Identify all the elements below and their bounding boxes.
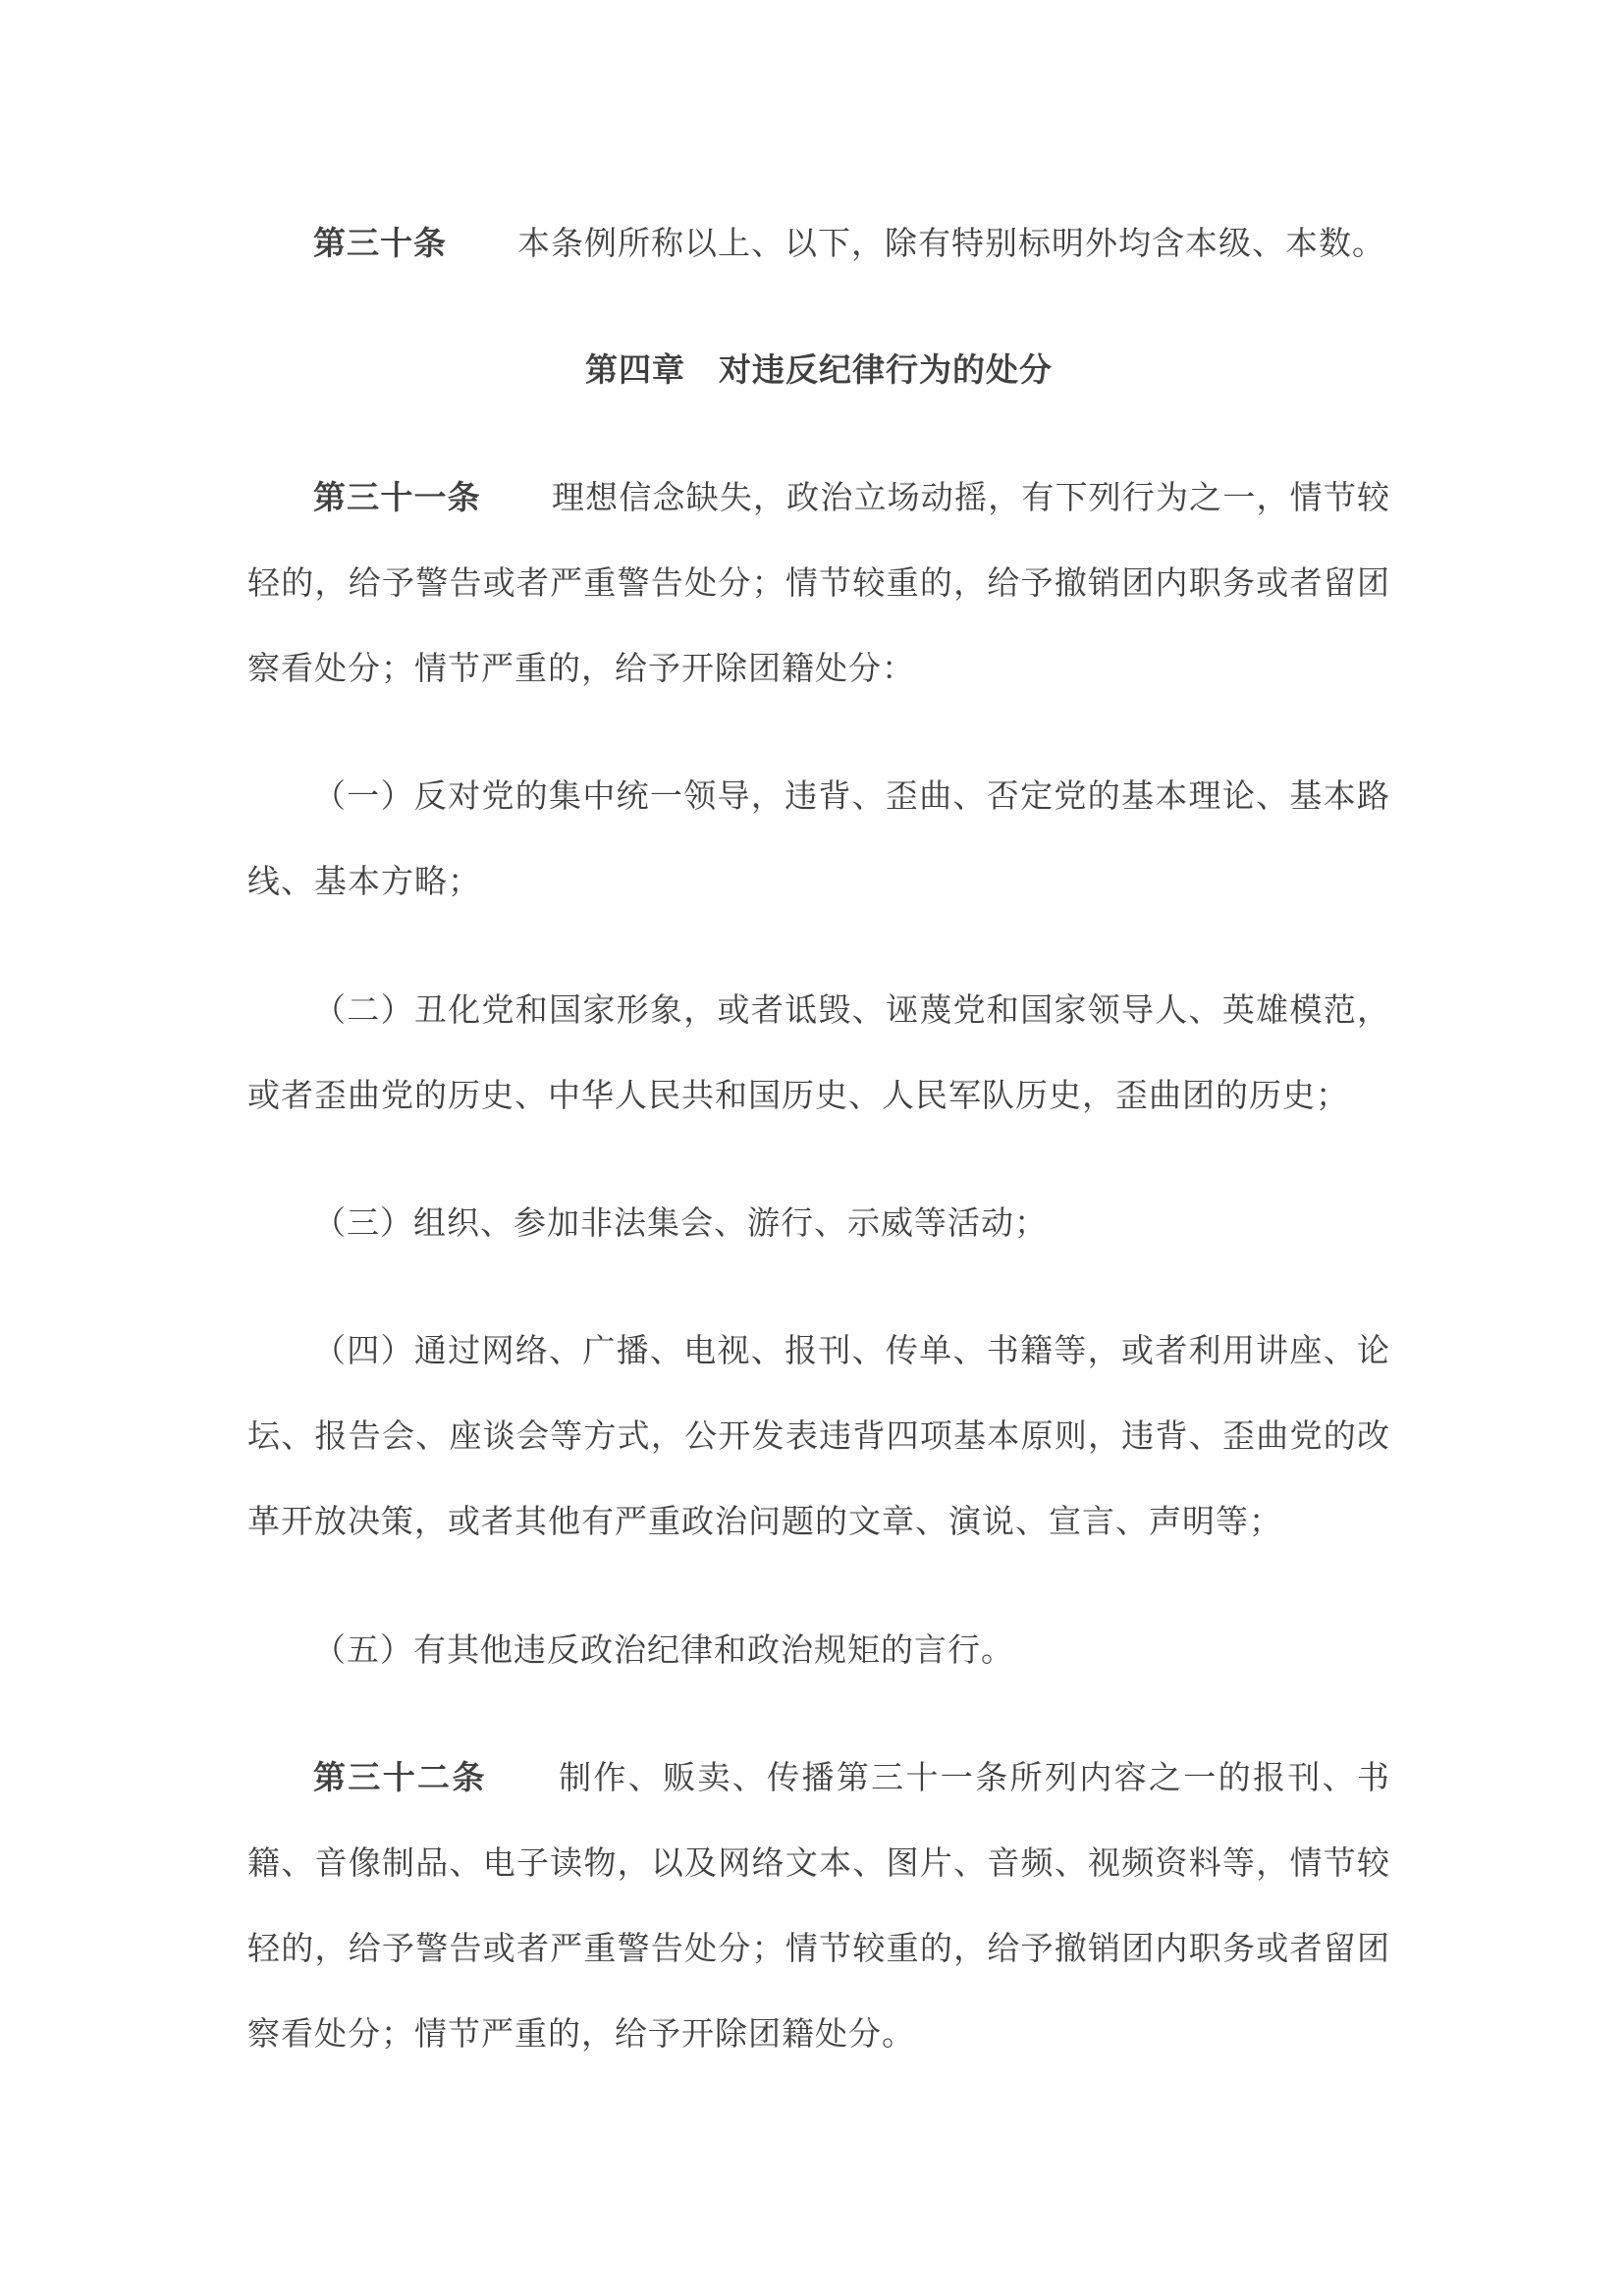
list-item-text: （四）通过网络、广播、电视、报刊、传单、书籍等，或者利用讲座、论坛、报告会、座谈会等方式，公开发表违背四项基本原则，违背、歪曲党的改革开放决策，或者其他有严重政治问题的文章、演说、宣言、声明等； bbox=[247, 1331, 1390, 1540]
article-31 bbox=[247, 454, 1390, 711]
article-text: 理想信念缺失，政治立场动摇，有下列行为之一，情节较轻的，给予警告或者严重警告处分；情节较重的，给予撤销团内职务或者留团察看处分；情节严重的，给予开除团籍处分： bbox=[247, 478, 1391, 687]
article-text: 本条例所称以上、以下，除有特别标明外均含本级、本数。 bbox=[517, 224, 1385, 262]
list-item-text: （三）组织、参加非法集会、游行、示威等活动； bbox=[313, 1203, 1048, 1242]
list-item bbox=[247, 967, 1390, 1138]
chapter-title bbox=[247, 327, 1390, 412]
article-text: 制作、贩卖、传播第三十一条所列内容之一的报刊、书籍、音像制品、电子读物，以及网络文本、图片、音频、视频资料等，情节较轻的，给予警告或者严重警告处分；情节较重的，给予撤销团内职务或者留团察看处分；情节严重的，给予开除团籍处分。 bbox=[247, 1758, 1391, 2053]
article-number: 第三十一条 bbox=[313, 478, 481, 516]
list-item-text: （一）反对党的集中统一领导，违背、歪曲、否定党的基本理论、基本路线、基本方略； bbox=[247, 776, 1390, 900]
article-30 bbox=[247, 200, 1390, 286]
article-number: 第三十二条 bbox=[313, 1758, 487, 1796]
article-paragraph bbox=[247, 454, 1390, 711]
chapter-name: 对违反纪律行为的处分 bbox=[719, 350, 1053, 389]
article-32 bbox=[247, 1735, 1390, 2076]
list-item bbox=[247, 1607, 1390, 1692]
list-item bbox=[247, 1180, 1390, 1265]
chapter-heading bbox=[247, 327, 1390, 412]
list-item bbox=[247, 753, 1390, 924]
article-paragraph bbox=[247, 200, 1390, 286]
article-paragraph bbox=[247, 1735, 1390, 2076]
list-item bbox=[247, 1308, 1390, 1564]
article-number: 第三十条 bbox=[313, 224, 447, 262]
list-item-text: （五）有其他违反政治纪律和政治规矩的言行。 bbox=[313, 1630, 1014, 1669]
list-item-text: （二）丑化党和国家形象，或者诋毁、诬蔑党和国家领导人、英雄模范，或者歪曲党的历史、中华人民共和国历史、人民军队历史，歪曲团的历史； bbox=[247, 990, 1390, 1114]
chapter-number: 第四章 bbox=[585, 350, 685, 389]
